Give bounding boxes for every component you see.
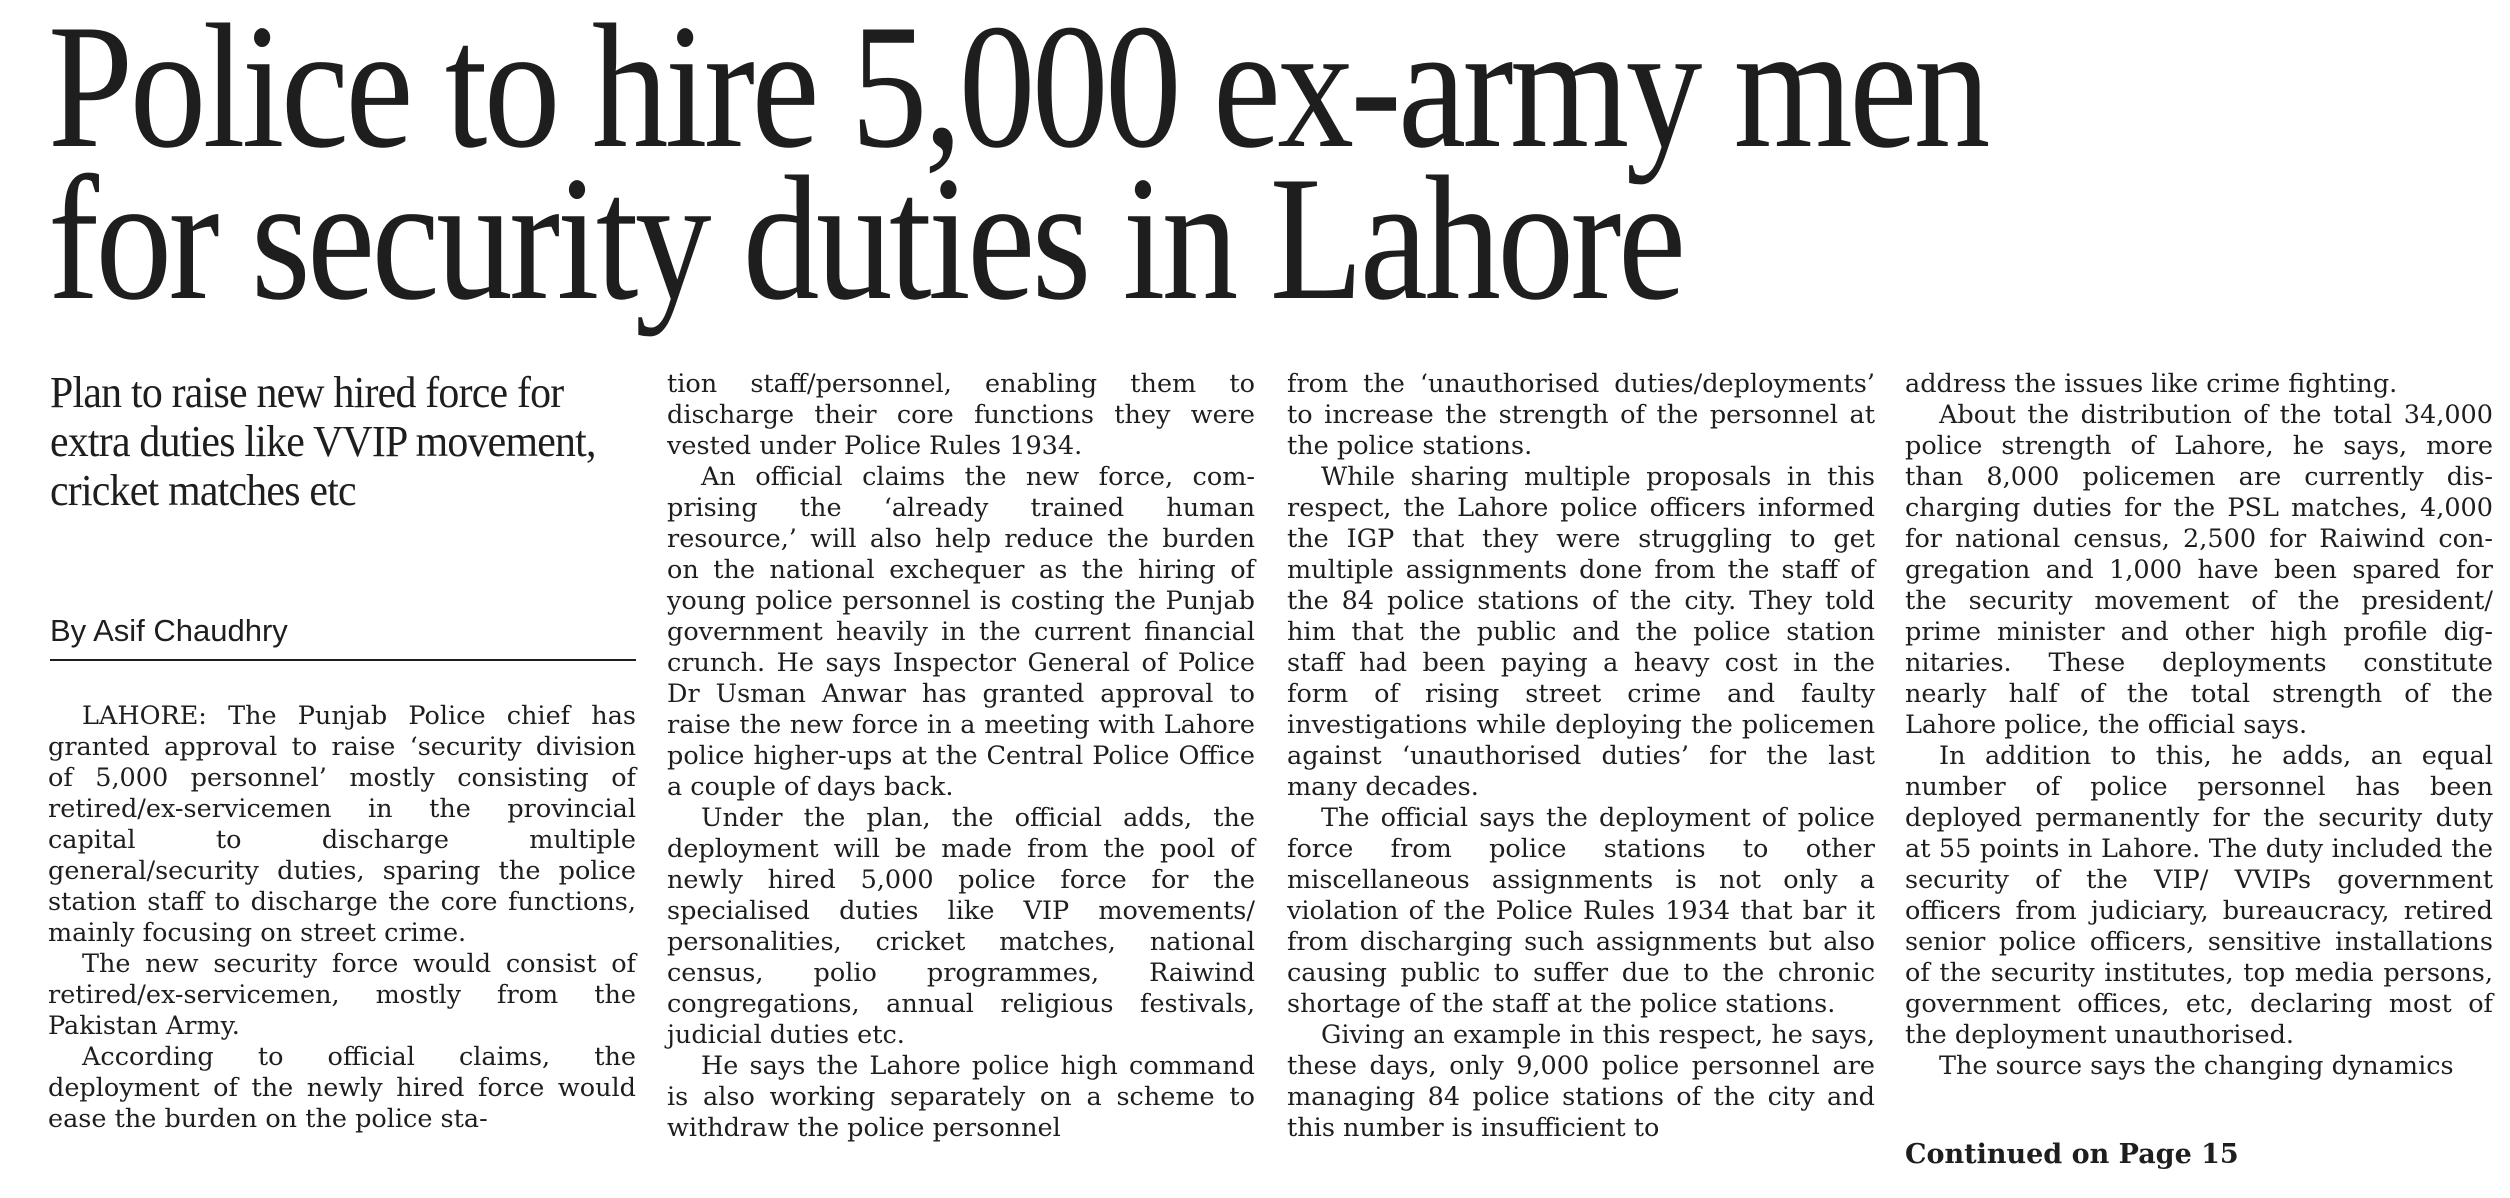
article-column-1 <box>48 701 636 1135</box>
paragraph: While sharing multiple proposals in this respect, the Lahore police officers informed the IGP that they were struggling to get multiple assignments done from the staff of the 84 police stations of the city. They told him that the public and the police station staff had been paying a heavy cost in the form of rising street crime and faulty investigations while deploying the policemen against ‘unauthorised duties’ for the last many decades. <box>1287 462 1875 802</box>
article-column-3 <box>1287 369 1875 1144</box>
paragraph: The new security force would consist of retired/ex-servicemen, mostly from the Pakistan Army. <box>48 949 636 1041</box>
deck-subheadline: Plan to raise new hired force for extra duties like VVIP movement, cricket matches etc <box>50 368 596 515</box>
paragraph: About the distribution of the total 34,000 police strength of Lahore, he says, more than 8,000 policemen are currently discharging duties for the PSL matches, 4,000 for national census, 2,500 for Raiwind congregation and 1,000 have been spared for the security movement of the president/ prime minister and other high profile dignitaries. These deployments constitute nearly half of the total strength of the Lahore police, the official says. <box>1905 400 2493 740</box>
paragraph: According to official claims, the deployment of the newly hired force would ease the burden on the police sta- <box>48 1042 636 1134</box>
paragraph: Giving an example in this respect, he says, these days, only 9,000 police personnel are managing 84 police stations of the city and this number is insufficient to <box>1287 1020 1875 1143</box>
paragraph: Under the plan, the official adds, the deployment will be made from the pool of newly hired 5,000 police force for the specialised duties like VIP movements/ personalities, cricket matches, national census, polio programmes, Raiwind congregations, annual religious festivals, judicial duties etc. <box>667 803 1255 1050</box>
paragraph: The source says the changing dynamics <box>1939 1051 2454 1081</box>
paragraph: An official claims the new force, comprising the ‘already trained human resource,’ will also help reduce the burden on the national exchequer as the hiring of young police personnel is costing the Punjab government heavily in the current financial crunch. He says Inspector General of Police Dr Usman Anwar has granted approval to raise the new force in a meeting with Lahore police higher-ups at the Central Police Office a couple of days back. <box>667 462 1255 802</box>
paragraph: from the ‘unauthorised duties/deployments’ to increase the strength of the personnel at the police stations. <box>1287 369 1875 461</box>
headline <box>48 0 2164 337</box>
paragraph: address the issues like crime fighting. <box>1905 369 2398 399</box>
headline-line-1: Police to hire 5,000 ex-army men <box>48 0 1987 185</box>
paragraph: He says the Lahore police high command is also working separately on a scheme to withdraw the police personnel <box>667 1051 1255 1143</box>
article-column-2 <box>667 369 1255 1144</box>
paragraph: tion staff/personnel, enabling them to discharge their core functions they were vested under Police Rules 1934. <box>667 369 1255 461</box>
paragraph: In addition to this, he adds, an equal number of police personnel has been deployed permanently for the security duty at 55 points in Lahore. The duty included the security of the VIP/ VVIPs government officers from judiciary, bureaucracy, retired senior police officers, sensitive installations of the security institutes, top media persons, government offices, etc, declaring most of the deployment unauthorised. <box>1905 741 2493 1050</box>
headline-line-2: for security duties in Lahore <box>48 139 1683 337</box>
article-column-4 <box>1905 369 2493 1082</box>
paragraph: LAHORE: The Punjab Police chief has granted approval to raise ‘security division of 5,000 personnel’ mostly consisting of retired/ex-servicemen in the provincial capital to discharge multiple general/security duties, sparing the police station staff to discharge the core functions, mainly focusing on street crime. <box>48 701 636 948</box>
continued-on-page-link: Continued on Page 15 <box>1905 1139 2239 1170</box>
byline-divider <box>50 659 636 661</box>
paragraph: The official says the deployment of police force from police stations to other miscellaneous assignments is not only a violation of the Police Rules 1934 that bar it from discharging such assignments but also causing public to suffer due to the chronic shortage of the staff at the police stations. <box>1287 803 1875 1019</box>
byline: By Asif Chaudhry <box>50 613 288 648</box>
